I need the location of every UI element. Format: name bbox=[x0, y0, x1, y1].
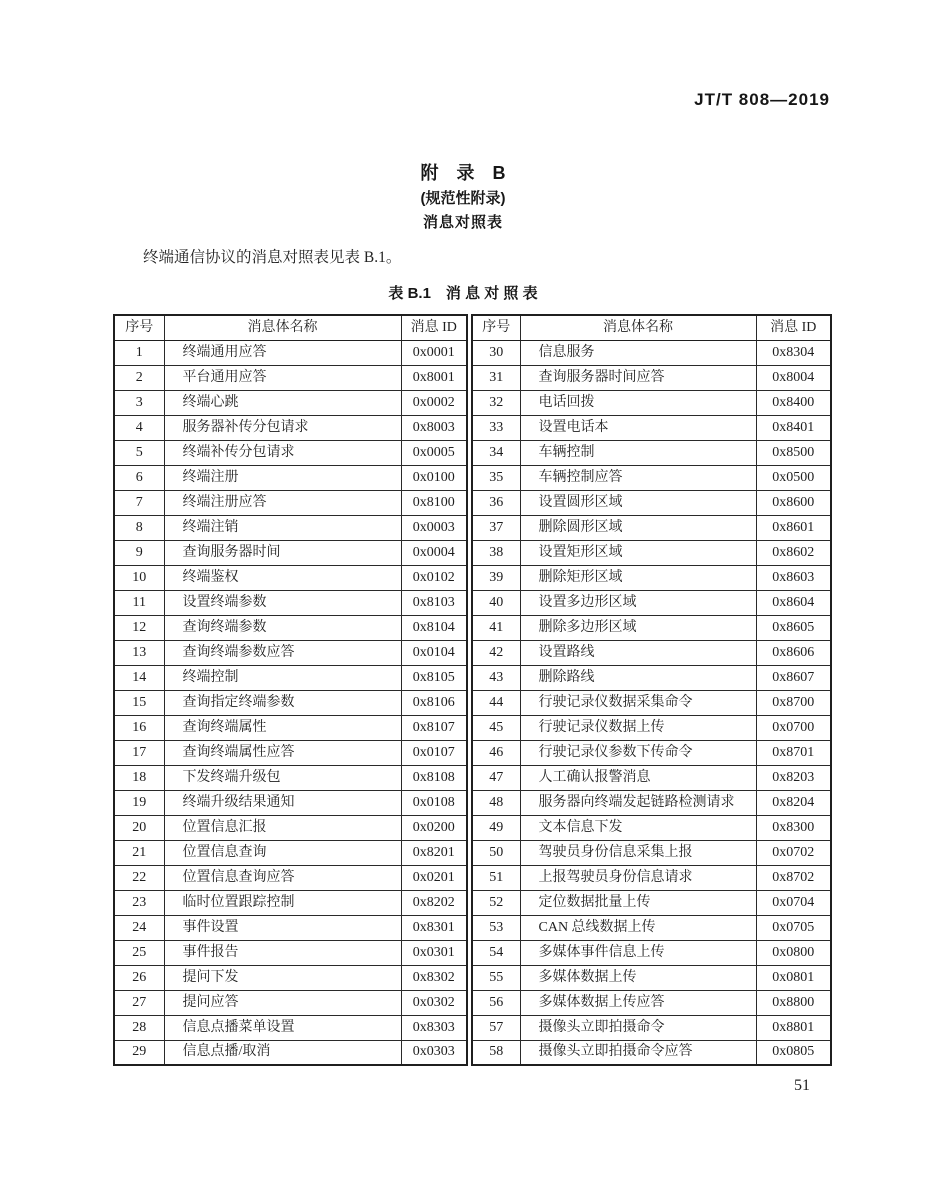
message-id: 0x8605 bbox=[756, 615, 831, 640]
row-seq: 42 bbox=[472, 640, 520, 665]
message-id: 0x0303 bbox=[401, 1040, 467, 1065]
row-seq: 39 bbox=[472, 565, 520, 590]
message-name: 查询服务器时间 bbox=[164, 540, 401, 565]
row-seq: 49 bbox=[472, 815, 520, 840]
table-row bbox=[472, 665, 831, 690]
row-seq: 19 bbox=[114, 790, 164, 815]
message-name: 事件设置 bbox=[164, 915, 401, 940]
message-name: 位置信息查询应答 bbox=[164, 865, 401, 890]
message-id: 0x8401 bbox=[756, 415, 831, 440]
table-row bbox=[472, 465, 831, 490]
message-table-right bbox=[471, 314, 832, 1066]
message-id: 0x0001 bbox=[401, 340, 467, 365]
message-name: 删除矩形区域 bbox=[520, 565, 756, 590]
row-seq: 30 bbox=[472, 340, 520, 365]
message-name: 事件报告 bbox=[164, 940, 401, 965]
message-id: 0x0104 bbox=[401, 640, 467, 665]
table-row bbox=[114, 590, 467, 615]
row-seq: 4 bbox=[114, 415, 164, 440]
message-name: 设置圆形区域 bbox=[520, 490, 756, 515]
table-row bbox=[472, 765, 831, 790]
table-row bbox=[472, 515, 831, 540]
header-message-name: 消息体名称 bbox=[520, 315, 756, 340]
message-name: 信息点播/取消 bbox=[164, 1040, 401, 1065]
appendix-subtitle: (规范性附录) bbox=[420, 190, 506, 207]
message-name: 行驶记录仪数据上传 bbox=[520, 715, 756, 740]
table-row bbox=[472, 1015, 831, 1040]
message-name: CAN 总线数据上传 bbox=[520, 915, 756, 940]
message-name: 终端心跳 bbox=[164, 390, 401, 415]
table-row bbox=[114, 615, 467, 640]
message-name: 终端补传分包请求 bbox=[164, 440, 401, 465]
table-caption: 表 B.1 消 息 对 照 表 bbox=[388, 285, 538, 302]
row-seq: 22 bbox=[114, 865, 164, 890]
table-row bbox=[472, 365, 831, 390]
message-id: 0x0100 bbox=[401, 465, 467, 490]
message-id: 0x0704 bbox=[756, 890, 831, 915]
table-row bbox=[114, 890, 467, 915]
message-id: 0x8701 bbox=[756, 740, 831, 765]
message-name: 设置电话本 bbox=[520, 415, 756, 440]
message-name: 车辆控制 bbox=[520, 440, 756, 465]
message-name: 设置多边形区域 bbox=[520, 590, 756, 615]
row-seq: 11 bbox=[114, 590, 164, 615]
message-name: 终端控制 bbox=[164, 665, 401, 690]
message-name: 终端注册 bbox=[164, 465, 401, 490]
message-id: 0x0003 bbox=[401, 515, 467, 540]
table-row bbox=[472, 590, 831, 615]
message-name: 查询终端参数 bbox=[164, 615, 401, 640]
message-id: 0x8003 bbox=[401, 415, 467, 440]
table-row bbox=[472, 1040, 831, 1065]
message-id: 0x8800 bbox=[756, 990, 831, 1015]
row-seq: 33 bbox=[472, 415, 520, 440]
message-name: 定位数据批量上传 bbox=[520, 890, 756, 915]
table-row bbox=[114, 690, 467, 715]
table-row bbox=[472, 940, 831, 965]
message-name: 摄像头立即拍摄命令 bbox=[520, 1015, 756, 1040]
message-name: 查询服务器时间应答 bbox=[520, 365, 756, 390]
message-id: 0x0800 bbox=[756, 940, 831, 965]
message-id: 0x8107 bbox=[401, 715, 467, 740]
row-seq: 57 bbox=[472, 1015, 520, 1040]
table-row bbox=[472, 540, 831, 565]
row-seq: 52 bbox=[472, 890, 520, 915]
doc-number: JT/T 808—2019 bbox=[694, 90, 830, 109]
table-row bbox=[114, 565, 467, 590]
table-row bbox=[472, 890, 831, 915]
message-name: 设置矩形区域 bbox=[520, 540, 756, 565]
message-id: 0x8001 bbox=[401, 365, 467, 390]
table-row bbox=[114, 415, 467, 440]
row-seq: 17 bbox=[114, 740, 164, 765]
row-seq: 15 bbox=[114, 690, 164, 715]
message-id: 0x0004 bbox=[401, 540, 467, 565]
message-id: 0x8302 bbox=[401, 965, 467, 990]
message-id: 0x8201 bbox=[401, 840, 467, 865]
table-row bbox=[114, 440, 467, 465]
row-seq: 50 bbox=[472, 840, 520, 865]
message-name: 行驶记录仪数据采集命令 bbox=[520, 690, 756, 715]
message-id: 0x0200 bbox=[401, 815, 467, 840]
row-seq: 14 bbox=[114, 665, 164, 690]
row-seq: 35 bbox=[472, 465, 520, 490]
message-name: 提问下发 bbox=[164, 965, 401, 990]
message-name: 文本信息下发 bbox=[520, 815, 756, 840]
message-id: 0x8607 bbox=[756, 665, 831, 690]
message-id: 0x0201 bbox=[401, 865, 467, 890]
message-id: 0x0107 bbox=[401, 740, 467, 765]
message-name: 人工确认报警消息 bbox=[520, 765, 756, 790]
message-name: 位置信息汇报 bbox=[164, 815, 401, 840]
table-row bbox=[114, 790, 467, 815]
table-row bbox=[472, 990, 831, 1015]
message-name: 终端通用应答 bbox=[164, 340, 401, 365]
row-seq: 7 bbox=[114, 490, 164, 515]
row-seq: 6 bbox=[114, 465, 164, 490]
table-row bbox=[114, 765, 467, 790]
table-row bbox=[114, 665, 467, 690]
row-seq: 41 bbox=[472, 615, 520, 640]
row-seq: 31 bbox=[472, 365, 520, 390]
row-seq: 12 bbox=[114, 615, 164, 640]
message-id: 0x0805 bbox=[756, 1040, 831, 1065]
row-seq: 23 bbox=[114, 890, 164, 915]
message-name: 提问应答 bbox=[164, 990, 401, 1015]
header-message-id: 消息 ID bbox=[401, 315, 467, 340]
message-id: 0x8304 bbox=[756, 340, 831, 365]
row-seq: 25 bbox=[114, 940, 164, 965]
message-name: 终端鉴权 bbox=[164, 565, 401, 590]
message-table-left bbox=[113, 314, 468, 1066]
table-row bbox=[114, 365, 467, 390]
table-row bbox=[114, 490, 467, 515]
message-id: 0x8602 bbox=[756, 540, 831, 565]
message-id: 0x8303 bbox=[401, 1015, 467, 1040]
message-id: 0x0102 bbox=[401, 565, 467, 590]
message-id: 0x8700 bbox=[756, 690, 831, 715]
table-row bbox=[114, 640, 467, 665]
row-seq: 36 bbox=[472, 490, 520, 515]
row-seq: 2 bbox=[114, 365, 164, 390]
table-row bbox=[114, 840, 467, 865]
message-name: 车辆控制应答 bbox=[520, 465, 756, 490]
message-id: 0x8103 bbox=[401, 590, 467, 615]
message-name: 多媒体事件信息上传 bbox=[520, 940, 756, 965]
message-name: 删除路线 bbox=[520, 665, 756, 690]
table-row bbox=[472, 390, 831, 415]
message-id: 0x8106 bbox=[401, 690, 467, 715]
row-seq: 28 bbox=[114, 1015, 164, 1040]
message-id: 0x8500 bbox=[756, 440, 831, 465]
table-row bbox=[472, 840, 831, 865]
row-seq: 48 bbox=[472, 790, 520, 815]
table-row bbox=[114, 815, 467, 840]
row-seq: 26 bbox=[114, 965, 164, 990]
message-name: 信息服务 bbox=[520, 340, 756, 365]
table-row bbox=[472, 440, 831, 465]
message-name: 行驶记录仪参数下传命令 bbox=[520, 740, 756, 765]
table-row bbox=[472, 415, 831, 440]
table-row bbox=[472, 340, 831, 365]
message-id: 0x8601 bbox=[756, 515, 831, 540]
row-seq: 40 bbox=[472, 590, 520, 615]
row-seq: 27 bbox=[114, 990, 164, 1015]
intro-paragraph: 终端通信协议的消息对照表见表 B.1。 bbox=[143, 249, 402, 266]
message-name: 服务器补传分包请求 bbox=[164, 415, 401, 440]
table-header-row bbox=[472, 315, 831, 340]
message-id: 0x8100 bbox=[401, 490, 467, 515]
message-id: 0x8105 bbox=[401, 665, 467, 690]
message-id: 0x8300 bbox=[756, 815, 831, 840]
row-seq: 34 bbox=[472, 440, 520, 465]
row-seq: 10 bbox=[114, 565, 164, 590]
row-seq: 1 bbox=[114, 340, 164, 365]
message-id: 0x0301 bbox=[401, 940, 467, 965]
message-id: 0x0700 bbox=[756, 715, 831, 740]
message-id: 0x8004 bbox=[756, 365, 831, 390]
table-row bbox=[472, 965, 831, 990]
table-row bbox=[114, 340, 467, 365]
message-name: 终端升级结果通知 bbox=[164, 790, 401, 815]
table-row bbox=[114, 715, 467, 740]
table-row bbox=[472, 915, 831, 940]
table-row bbox=[114, 965, 467, 990]
table-row bbox=[472, 640, 831, 665]
table-row bbox=[114, 1015, 467, 1040]
row-seq: 56 bbox=[472, 990, 520, 1015]
message-name: 设置路线 bbox=[520, 640, 756, 665]
message-id: 0x8604 bbox=[756, 590, 831, 615]
row-seq: 43 bbox=[472, 665, 520, 690]
table-row bbox=[114, 915, 467, 940]
row-seq: 37 bbox=[472, 515, 520, 540]
message-id: 0x0702 bbox=[756, 840, 831, 865]
row-seq: 13 bbox=[114, 640, 164, 665]
message-id: 0x0500 bbox=[756, 465, 831, 490]
header-seq: 序号 bbox=[472, 315, 520, 340]
row-seq: 8 bbox=[114, 515, 164, 540]
table-row bbox=[472, 615, 831, 640]
message-id: 0x0705 bbox=[756, 915, 831, 940]
message-id: 0x0801 bbox=[756, 965, 831, 990]
message-name: 上报驾驶员身份信息请求 bbox=[520, 865, 756, 890]
row-seq: 58 bbox=[472, 1040, 520, 1065]
message-id: 0x8606 bbox=[756, 640, 831, 665]
row-seq: 53 bbox=[472, 915, 520, 940]
row-seq: 45 bbox=[472, 715, 520, 740]
table-row bbox=[114, 990, 467, 1015]
row-seq: 44 bbox=[472, 690, 520, 715]
row-seq: 38 bbox=[472, 540, 520, 565]
page-number: 51 bbox=[794, 1077, 810, 1094]
message-name: 终端注销 bbox=[164, 515, 401, 540]
message-id: 0x0002 bbox=[401, 390, 467, 415]
table-row bbox=[472, 790, 831, 815]
table-row bbox=[472, 815, 831, 840]
message-name: 位置信息查询 bbox=[164, 840, 401, 865]
table-row bbox=[114, 540, 467, 565]
row-seq: 46 bbox=[472, 740, 520, 765]
message-name: 查询终端参数应答 bbox=[164, 640, 401, 665]
message-id: 0x8204 bbox=[756, 790, 831, 815]
message-id: 0x8202 bbox=[401, 890, 467, 915]
table-row bbox=[472, 865, 831, 890]
message-name: 驾驶员身份信息采集上报 bbox=[520, 840, 756, 865]
message-name: 下发终端升级包 bbox=[164, 765, 401, 790]
table-row bbox=[114, 940, 467, 965]
message-id: 0x8600 bbox=[756, 490, 831, 515]
message-id: 0x8301 bbox=[401, 915, 467, 940]
message-id: 0x8203 bbox=[756, 765, 831, 790]
table-row bbox=[472, 740, 831, 765]
appendix-name: 消息对照表 bbox=[422, 214, 503, 231]
message-id: 0x8702 bbox=[756, 865, 831, 890]
header-seq: 序号 bbox=[114, 315, 164, 340]
message-name: 查询终端属性 bbox=[164, 715, 401, 740]
table-header-row bbox=[114, 315, 467, 340]
row-seq: 20 bbox=[114, 815, 164, 840]
row-seq: 18 bbox=[114, 765, 164, 790]
table-row bbox=[472, 490, 831, 515]
message-name: 临时位置跟踪控制 bbox=[164, 890, 401, 915]
message-name: 查询指定终端参数 bbox=[164, 690, 401, 715]
row-seq: 54 bbox=[472, 940, 520, 965]
row-seq: 16 bbox=[114, 715, 164, 740]
message-id: 0x8104 bbox=[401, 615, 467, 640]
table-row bbox=[114, 740, 467, 765]
message-name: 摄像头立即拍摄命令应答 bbox=[520, 1040, 756, 1065]
message-name: 服务器向终端发起链路检测请求 bbox=[520, 790, 756, 815]
message-id: 0x8603 bbox=[756, 565, 831, 590]
message-name: 设置终端参数 bbox=[164, 590, 401, 615]
message-tables bbox=[113, 314, 832, 1066]
message-name: 终端注册应答 bbox=[164, 490, 401, 515]
header-message-id: 消息 ID bbox=[756, 315, 831, 340]
message-name: 多媒体数据上传应答 bbox=[520, 990, 756, 1015]
table-row bbox=[114, 390, 467, 415]
table-row bbox=[472, 565, 831, 590]
message-id: 0x0108 bbox=[401, 790, 467, 815]
row-seq: 9 bbox=[114, 540, 164, 565]
message-name: 电话回拨 bbox=[520, 390, 756, 415]
row-seq: 47 bbox=[472, 765, 520, 790]
row-seq: 55 bbox=[472, 965, 520, 990]
message-name: 信息点播菜单设置 bbox=[164, 1015, 401, 1040]
row-seq: 29 bbox=[114, 1040, 164, 1065]
row-seq: 24 bbox=[114, 915, 164, 940]
message-name: 查询终端属性应答 bbox=[164, 740, 401, 765]
message-id: 0x0005 bbox=[401, 440, 467, 465]
row-seq: 51 bbox=[472, 865, 520, 890]
row-seq: 32 bbox=[472, 390, 520, 415]
message-id: 0x8801 bbox=[756, 1015, 831, 1040]
message-name: 平台通用应答 bbox=[164, 365, 401, 390]
table-row bbox=[114, 465, 467, 490]
table-row bbox=[472, 690, 831, 715]
appendix-title: 附 录 B bbox=[420, 163, 506, 183]
row-seq: 21 bbox=[114, 840, 164, 865]
message-id: 0x0302 bbox=[401, 990, 467, 1015]
message-id: 0x8400 bbox=[756, 390, 831, 415]
header-message-name: 消息体名称 bbox=[164, 315, 401, 340]
message-name: 删除圆形区域 bbox=[520, 515, 756, 540]
message-id: 0x8108 bbox=[401, 765, 467, 790]
table-row bbox=[114, 865, 467, 890]
row-seq: 3 bbox=[114, 390, 164, 415]
message-name: 多媒体数据上传 bbox=[520, 965, 756, 990]
table-row bbox=[114, 515, 467, 540]
table-row bbox=[114, 1040, 467, 1065]
table-row bbox=[472, 715, 831, 740]
message-name: 删除多边形区域 bbox=[520, 615, 756, 640]
row-seq: 5 bbox=[114, 440, 164, 465]
